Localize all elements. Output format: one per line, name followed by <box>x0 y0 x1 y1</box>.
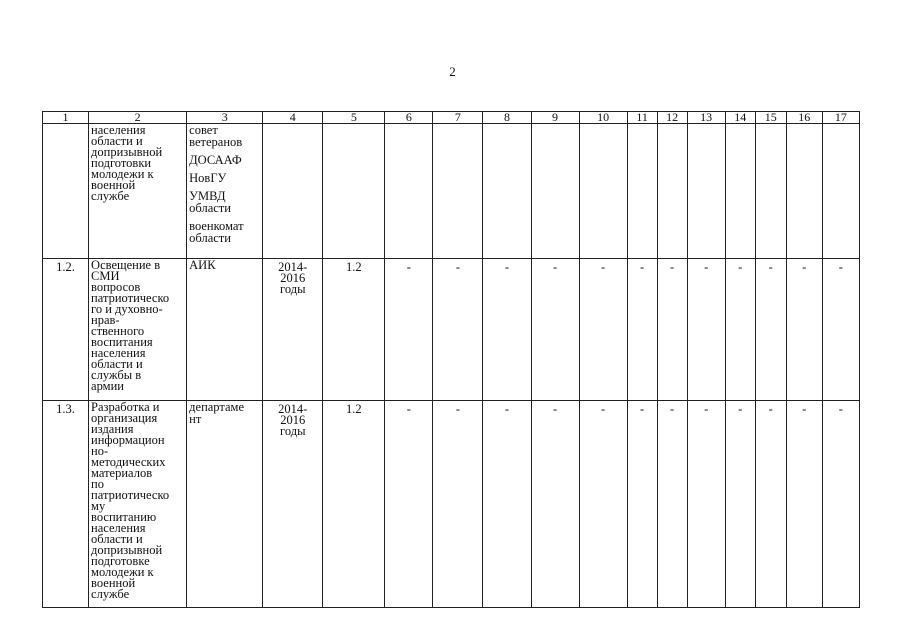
value-cell: - <box>627 401 657 608</box>
executor-line: УМВД <box>189 189 226 203</box>
page-number: 2 <box>449 64 456 79</box>
executor-line: нт <box>189 412 202 426</box>
value-cell <box>687 124 725 259</box>
executor-line: департаме <box>189 400 245 414</box>
description-line: патриотическо <box>91 291 170 305</box>
value-cell: - <box>433 401 483 608</box>
value-cell: - <box>657 259 687 401</box>
description-line: СМИ <box>91 269 120 283</box>
executor-line: АИК <box>189 258 216 272</box>
table-row <box>43 259 860 401</box>
description-cell <box>89 124 187 259</box>
description-cell <box>89 259 187 401</box>
executor-line: военкомат <box>189 219 244 233</box>
column-number-cell: 3 <box>187 112 263 124</box>
column-number-cell: 17 <box>822 112 859 124</box>
value-cell: - <box>755 259 786 401</box>
value-cell <box>579 124 627 259</box>
value-cell: - <box>433 259 483 401</box>
description-line: армии <box>91 379 124 393</box>
executor-line: совет <box>189 123 218 137</box>
description-line: военной <box>91 576 136 590</box>
description-line: населения <box>91 346 146 360</box>
code-cell: 1.2 <box>323 401 385 608</box>
executor-line: области <box>189 231 231 245</box>
item-number-cell: 1.3. <box>43 401 89 608</box>
period-line: 2016 <box>280 413 306 427</box>
description-line: но- <box>91 444 109 458</box>
value-cell: - <box>755 401 786 608</box>
value-cell: - <box>483 401 531 608</box>
description-line: области и <box>91 357 143 371</box>
executor-line: НовГУ <box>189 171 227 185</box>
description-line: го и духовно- <box>91 302 163 316</box>
description-line: Освещение в <box>91 258 161 272</box>
period-line: 2016 <box>280 271 306 285</box>
column-number-cell: 16 <box>786 112 822 124</box>
value-cell <box>755 124 786 259</box>
period-cell <box>263 124 323 259</box>
value-cell <box>725 124 755 259</box>
value-cell <box>385 124 433 259</box>
value-cell: - <box>531 259 579 401</box>
value-cell: - <box>687 259 725 401</box>
value-cell: - <box>786 401 822 608</box>
description-cell <box>89 401 187 608</box>
code-cell: 1.2 <box>323 259 385 401</box>
executor-line: ветеранов <box>189 135 243 149</box>
description-line: ственного <box>91 324 145 338</box>
description-line: военной <box>91 178 136 192</box>
value-cell: - <box>579 259 627 401</box>
column-number-cell: 1 <box>43 112 89 124</box>
description-line: му <box>91 499 106 513</box>
column-number-cell: 13 <box>687 112 725 124</box>
value-cell <box>786 124 822 259</box>
description-line: воспитанию <box>91 510 157 524</box>
column-number-cell: 5 <box>323 112 385 124</box>
column-number-cell: 8 <box>483 112 531 124</box>
description-line: материалов <box>91 466 153 480</box>
description-line: населения <box>91 521 146 535</box>
description-line: населения <box>91 123 146 137</box>
value-cell: - <box>385 259 433 401</box>
value-cell: - <box>822 259 859 401</box>
column-number-cell: 15 <box>755 112 786 124</box>
period-line: 2014- <box>278 402 308 416</box>
description-line: нрав- <box>91 313 120 327</box>
column-number-cell: 11 <box>627 112 657 124</box>
description-line: методических <box>91 455 166 469</box>
description-line: области и <box>91 532 143 546</box>
column-number-cell: 14 <box>725 112 755 124</box>
table-row <box>43 401 860 608</box>
item-number-cell: 1.2. <box>43 259 89 401</box>
column-number-cell: 4 <box>263 112 323 124</box>
value-cell: - <box>531 401 579 608</box>
executor-cell <box>187 124 263 259</box>
column-number-cell: 2 <box>89 112 187 124</box>
period-cell <box>263 401 323 608</box>
value-cell: - <box>579 401 627 608</box>
description-line: Разработка и <box>91 400 160 414</box>
column-number-cell: 12 <box>657 112 687 124</box>
description-line: области и <box>91 134 143 148</box>
executor-cell <box>187 259 263 401</box>
code-cell <box>323 124 385 259</box>
description-line: службы в <box>91 368 142 382</box>
value-cell <box>657 124 687 259</box>
value-cell: - <box>822 401 859 608</box>
description-line: службе <box>91 587 130 601</box>
value-cell: - <box>627 259 657 401</box>
executor-cell <box>187 401 263 608</box>
description-line: допризывной <box>91 543 163 557</box>
period-line: годы <box>280 424 306 438</box>
description-line: молодежи к <box>91 167 154 181</box>
column-number-cell: 9 <box>531 112 579 124</box>
value-cell: - <box>483 259 531 401</box>
value-cell <box>822 124 859 259</box>
description-line: молодежи к <box>91 565 154 579</box>
value-cell: - <box>786 259 822 401</box>
description-line: патриотическо <box>91 488 170 502</box>
value-cell: - <box>657 401 687 608</box>
value-cell: - <box>385 401 433 608</box>
column-number-cell: 10 <box>579 112 627 124</box>
description-line: по <box>91 477 104 491</box>
executor-line: области <box>189 201 231 215</box>
value-cell: - <box>725 259 755 401</box>
description-line: подготовке <box>91 554 150 568</box>
value-cell: - <box>725 401 755 608</box>
description-line: издания <box>91 422 134 436</box>
description-line: вопросов <box>91 280 141 294</box>
description-line: организация <box>91 411 158 425</box>
description-line: информацион <box>91 433 165 447</box>
period-line: годы <box>280 282 306 296</box>
value-cell: - <box>687 401 725 608</box>
executor-line: ДОСААФ <box>189 153 242 167</box>
column-number-cell: 6 <box>385 112 433 124</box>
value-cell <box>483 124 531 259</box>
program-table <box>42 111 860 608</box>
period-cell <box>263 259 323 401</box>
description-line: допризывной <box>91 145 163 159</box>
description-line: воспитания <box>91 335 153 349</box>
description-line: подготовки <box>91 156 152 170</box>
column-number-cell: 7 <box>433 112 483 124</box>
column-number-row <box>43 112 860 124</box>
value-cell <box>433 124 483 259</box>
description-line: службе <box>91 189 130 203</box>
item-number-cell <box>43 124 89 259</box>
value-cell <box>531 124 579 259</box>
value-cell <box>627 124 657 259</box>
period-line: 2014- <box>278 260 308 274</box>
table-row <box>43 124 860 259</box>
